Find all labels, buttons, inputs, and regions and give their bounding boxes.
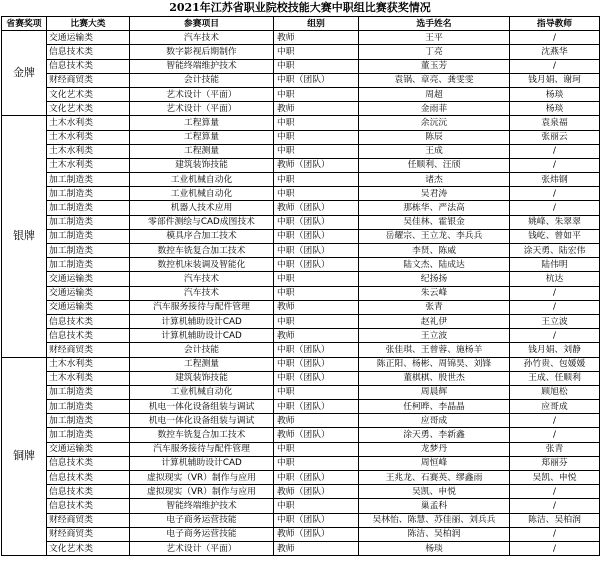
header-project: 参赛项目 <box>130 17 274 31</box>
contestants-cell: 涂天勇、李新鑫 <box>359 428 510 442</box>
table-row <box>2 400 600 414</box>
category-cell: 交通运输类 <box>47 272 130 286</box>
project-cell: 计算机辅助设计CAD <box>130 456 274 470</box>
category-cell: 加工制造类 <box>47 201 130 215</box>
instructor-cell: 张炜钢 <box>510 173 600 187</box>
table-row <box>2 371 600 385</box>
group-cell: 中职 <box>274 59 359 73</box>
table-row <box>2 73 600 87</box>
project-cell: 工业机械自动化 <box>130 173 274 187</box>
group-cell: 中职 <box>274 272 359 286</box>
contestants-cell: 陈正阳、杨彬、周锦昊、刘锋 <box>359 357 510 371</box>
instructor-cell: / <box>510 59 600 73</box>
instructor-cell: 王成、任顺利 <box>510 371 600 385</box>
project-cell: 工业机械自动化 <box>130 187 274 201</box>
instructor-cell: / <box>510 414 600 428</box>
group-cell: 中职 <box>274 456 359 470</box>
table-row <box>2 244 600 258</box>
table-row <box>2 300 600 314</box>
contestants-cell: 陈辰 <box>359 130 510 144</box>
table-row <box>2 187 600 201</box>
category-cell: 土木水利类 <box>47 130 130 144</box>
contestants-cell: 王成 <box>359 144 510 158</box>
project-cell: 建筑装饰技能 <box>130 371 274 385</box>
instructor-cell: 王立波 <box>510 314 600 328</box>
group-cell: 中职 <box>274 286 359 300</box>
category-cell: 土木水利类 <box>47 357 130 371</box>
category-cell: 土木水利类 <box>47 371 130 385</box>
contestants-cell: 王平 <box>359 31 510 45</box>
table-row <box>2 272 600 286</box>
table-row <box>2 102 600 116</box>
instructor-cell: 陆伟明 <box>510 258 600 272</box>
instructor-cell: 钱月娟、刘静 <box>510 343 600 357</box>
header-group: 组别 <box>274 17 359 31</box>
contestants-cell: 岳耀宗、王立龙、李兵兵 <box>359 229 510 243</box>
project-cell: 虚拟现实（VR）制作与应用 <box>130 471 274 485</box>
table-row <box>2 116 600 130</box>
category-cell: 交通运输类 <box>47 300 130 314</box>
instructor-cell: 袁泉福 <box>510 116 600 130</box>
project-cell: 数控车铣复合加工技术 <box>130 428 274 442</box>
instructor-cell: 陈洁、吴柏润 <box>510 513 600 527</box>
contestants-cell: 巢孟科 <box>359 499 510 513</box>
contestants-cell: 陈洁、吴柏润 <box>359 527 510 541</box>
contestants-cell: 那栋华、严法高 <box>359 201 510 215</box>
project-cell: 模具序合加工技术 <box>130 229 274 243</box>
group-cell: 中职（团队） <box>274 371 359 385</box>
table-row <box>2 201 600 215</box>
project-cell: 零部件测绘与CAD成图技术 <box>130 215 274 229</box>
category-cell: 信息技术类 <box>47 456 130 470</box>
group-cell: 教师（团队） <box>274 201 359 215</box>
project-cell: 会计技能 <box>130 343 274 357</box>
contestants-cell: 张佳琪、王曾蓉、施杨羊 <box>359 343 510 357</box>
instructor-cell: 孙竹贵、包媛媛 <box>510 357 600 371</box>
group-cell: 中职 <box>274 314 359 328</box>
group-cell: 教师 <box>274 414 359 428</box>
project-cell: 工业机械自动化 <box>130 385 274 399</box>
category-cell: 交通运输类 <box>47 286 130 300</box>
group-cell: 中职 <box>274 144 359 158</box>
header-contestants: 选手姓名 <box>359 17 510 31</box>
contestants-cell: 杨琰 <box>359 541 510 555</box>
page-title: 2021年江苏省职业院校技能大赛中职组比赛获奖情况 <box>169 1 431 14</box>
group-cell: 教师 <box>274 329 359 343</box>
instructor-cell: / <box>510 329 600 343</box>
project-cell: 数字影视后期制作 <box>130 45 274 59</box>
contestants-cell: 王兆龙、石赛英、缪鑫雨 <box>359 471 510 485</box>
instructor-cell: 钱月娟、谢珂 <box>510 73 600 87</box>
contestants-cell: 张青 <box>359 300 510 314</box>
contestants-cell: 袁锅、章亮、龚雯雯 <box>359 73 510 87</box>
category-cell: 加工制造类 <box>47 173 130 187</box>
group-cell: 中职（团队） <box>274 357 359 371</box>
project-cell: 工程测量 <box>130 144 274 158</box>
project-cell: 艺术设计（平面） <box>130 102 274 116</box>
project-cell: 数控车铣复合加工技术 <box>130 244 274 258</box>
award-cell: 金牌 <box>2 31 47 116</box>
category-cell: 交通运输类 <box>47 31 130 45</box>
table-row <box>2 442 600 456</box>
project-cell: 计算机辅助设计CAD <box>130 329 274 343</box>
contestants-cell: 吴君涛 <box>359 187 510 201</box>
category-cell: 信息技术类 <box>47 45 130 59</box>
project-cell: 数控机床装调及智能化 <box>130 258 274 272</box>
contestants-cell: 吴凯、申悦 <box>359 485 510 499</box>
table-row <box>2 499 600 513</box>
project-cell: 建筑装饰技能 <box>130 158 274 172</box>
project-cell: 计算机辅助设计CAD <box>130 314 274 328</box>
instructor-cell: / <box>510 527 600 541</box>
group-cell: 中职 <box>274 385 359 399</box>
group-cell: 中职（团队） <box>274 215 359 229</box>
category-cell: 加工制造类 <box>47 229 130 243</box>
instructor-cell: 沈燕华 <box>510 45 600 59</box>
table-row <box>2 471 600 485</box>
project-cell: 机电一体化设备组装与调试 <box>130 414 274 428</box>
instructor-cell: 钱屹、曾如平 <box>510 229 600 243</box>
project-cell: 机器人技术应用 <box>130 201 274 215</box>
contestants-cell: 吴林怡、陈慧、苏佳丽、刘兵兵 <box>359 513 510 527</box>
table-row <box>2 329 600 343</box>
instructor-cell: / <box>510 428 600 442</box>
project-cell: 工程算量 <box>130 130 274 144</box>
table-row <box>2 414 600 428</box>
table-row <box>2 45 600 59</box>
table-row <box>2 229 600 243</box>
table-row <box>2 130 600 144</box>
category-cell: 信息技术类 <box>47 59 130 73</box>
table-row <box>2 258 600 272</box>
header-category: 比赛大类 <box>47 17 130 31</box>
project-cell: 工程算量 <box>130 116 274 130</box>
group-cell: 中职 <box>274 45 359 59</box>
contestants-cell: 周晨辉 <box>359 385 510 399</box>
contestants-cell: 任柯晔、李晶晶 <box>359 400 510 414</box>
instructor-cell: 吴凯、申悦 <box>510 471 600 485</box>
category-cell: 文化艺术类 <box>47 102 130 116</box>
category-cell: 加工制造类 <box>47 258 130 272</box>
category-cell: 财经商贸类 <box>47 73 130 87</box>
category-cell: 加工制造类 <box>47 385 130 399</box>
contestants-cell: 丁亮 <box>359 45 510 59</box>
instructor-cell: / <box>510 144 600 158</box>
table-row <box>2 144 600 158</box>
table-body <box>2 31 600 556</box>
category-cell: 加工制造类 <box>47 400 130 414</box>
header-award: 省赛奖项 <box>2 17 47 31</box>
category-cell: 财经商贸类 <box>47 343 130 357</box>
instructor-cell: 郑丽芬 <box>510 456 600 470</box>
group-cell: 中职（团队） <box>274 471 359 485</box>
group-cell: 中职 <box>274 116 359 130</box>
instructor-cell: 杨琰 <box>510 87 600 101</box>
category-cell: 文化艺术类 <box>47 541 130 555</box>
instructor-cell: / <box>510 485 600 499</box>
category-cell: 文化艺术类 <box>47 87 130 101</box>
table-row <box>2 158 600 172</box>
table-row <box>2 357 600 371</box>
contestants-cell: 余沅沅 <box>359 116 510 130</box>
instructor-cell: 顾旭松 <box>510 385 600 399</box>
instructor-cell: / <box>510 201 600 215</box>
category-cell: 加工制造类 <box>47 414 130 428</box>
instructor-cell: / <box>510 300 600 314</box>
contestants-cell: 任顺利、汪颀 <box>359 158 510 172</box>
instructor-cell: 杨琰 <box>510 102 600 116</box>
contestants-cell: 周超 <box>359 87 510 101</box>
group-cell: 教师 <box>274 541 359 555</box>
group-cell: 中职 <box>274 187 359 201</box>
award-cell: 铜牌 <box>2 357 47 556</box>
group-cell: 教师（团队） <box>274 428 359 442</box>
group-cell: 教师（团队） <box>274 158 359 172</box>
group-cell: 中职 <box>274 130 359 144</box>
category-cell: 信息技术类 <box>47 329 130 343</box>
table-row <box>2 31 600 45</box>
project-cell: 电子商务运营技能 <box>130 513 274 527</box>
table-row <box>2 215 600 229</box>
table-row <box>2 485 600 499</box>
table-row <box>2 314 600 328</box>
contestants-cell: 朱云峰 <box>359 286 510 300</box>
group-cell: 中职（团队） <box>274 229 359 243</box>
category-cell: 信息技术类 <box>47 314 130 328</box>
project-cell: 汽车服务接待与配件管理 <box>130 300 274 314</box>
group-cell: 中职（团队） <box>274 343 359 357</box>
project-cell: 虚拟现实（VR）制作与应用 <box>130 485 274 499</box>
instructor-cell: 张青 <box>510 442 600 456</box>
group-cell: 教师 <box>274 31 359 45</box>
group-cell: 中职 <box>274 499 359 513</box>
category-cell: 加工制造类 <box>47 244 130 258</box>
instructor-cell: 涂天勇、陆宏伟 <box>510 244 600 258</box>
table-row <box>2 513 600 527</box>
group-cell: 中职（团队） <box>274 244 359 258</box>
project-cell: 汽车服务接待与配件管理 <box>130 442 274 456</box>
table-row <box>2 343 600 357</box>
header-instructor: 指导教师 <box>510 17 600 31</box>
contestants-cell: 董棋棋、殷世杰 <box>359 371 510 385</box>
category-cell: 加工制造类 <box>47 215 130 229</box>
instructor-cell: / <box>510 31 600 45</box>
instructor-cell: 应哥成 <box>510 400 600 414</box>
category-cell: 财经商贸类 <box>47 527 130 541</box>
table-row <box>2 59 600 73</box>
table-row <box>2 456 600 470</box>
category-cell: 土木水利类 <box>47 144 130 158</box>
table-row <box>2 527 600 541</box>
instructor-cell: / <box>510 499 600 513</box>
category-cell: 信息技术类 <box>47 471 130 485</box>
category-cell: 加工制造类 <box>47 428 130 442</box>
category-cell: 信息技术类 <box>47 499 130 513</box>
project-cell: 会计技能 <box>130 73 274 87</box>
project-cell: 机电一体化设备组装与调试 <box>130 400 274 414</box>
contestants-cell: 纪扬扬 <box>359 272 510 286</box>
table-row <box>2 541 600 555</box>
instructor-cell: 张丽云 <box>510 130 600 144</box>
category-cell: 财经商贸类 <box>47 513 130 527</box>
contestants-cell: 李贤、陈威 <box>359 244 510 258</box>
contestants-cell: 金雨菲 <box>359 102 510 116</box>
instructor-cell: 姚峰、朱翠翠 <box>510 215 600 229</box>
table-row <box>2 87 600 101</box>
project-cell: 汽车技术 <box>130 286 274 300</box>
group-cell: 中职 <box>274 173 359 187</box>
contestants-cell: 陆文杰、陆成达 <box>359 258 510 272</box>
contestants-cell: 王立波 <box>359 329 510 343</box>
contestants-cell: 赵礼伊 <box>359 314 510 328</box>
table-row <box>2 428 600 442</box>
table-row <box>2 173 600 187</box>
group-cell: 中职（团队） <box>274 513 359 527</box>
table-row <box>2 385 600 399</box>
group-cell: 中职（团队） <box>274 258 359 272</box>
group-cell: 教师（团队） <box>274 485 359 499</box>
contestants-cell: 周恒峰 <box>359 456 510 470</box>
group-cell: 中职 <box>274 87 359 101</box>
group-cell: 中职 <box>274 442 359 456</box>
category-cell: 交通运输类 <box>47 442 130 456</box>
group-cell: 教师 <box>274 102 359 116</box>
project-cell: 艺术设计（平面） <box>130 541 274 555</box>
contestants-cell: 诸杰 <box>359 173 510 187</box>
results-table <box>1 16 600 556</box>
award-cell: 银牌 <box>2 116 47 357</box>
category-cell: 土木水利类 <box>47 116 130 130</box>
instructor-cell: / <box>510 286 600 300</box>
category-cell: 信息技术类 <box>47 485 130 499</box>
project-cell: 工程测量 <box>130 357 274 371</box>
contestants-cell: 董玉芳 <box>359 59 510 73</box>
group-cell: 中职（团队） <box>274 73 359 87</box>
group-cell: 中职（团队） <box>274 400 359 414</box>
table-row <box>2 286 600 300</box>
contestants-cell: 龙梦丹 <box>359 442 510 456</box>
project-cell: 汽车技术 <box>130 272 274 286</box>
group-cell: 教师（团队） <box>274 527 359 541</box>
project-cell: 智能终端维护技术 <box>130 59 274 73</box>
group-cell: 教师 <box>274 300 359 314</box>
contestants-cell: 吴佳林、霍银金 <box>359 215 510 229</box>
project-cell: 智能终端维护技术 <box>130 499 274 513</box>
instructor-cell: 杭达 <box>510 272 600 286</box>
instructor-cell: / <box>510 541 600 555</box>
category-cell: 土木水利类 <box>47 158 130 172</box>
instructor-cell: / <box>510 158 600 172</box>
project-cell: 汽车技术 <box>130 31 274 45</box>
project-cell: 电子商务运营技能 <box>130 527 274 541</box>
header-row <box>2 17 600 31</box>
category-cell: 加工制造类 <box>47 187 130 201</box>
contestants-cell: 应哥成 <box>359 414 510 428</box>
project-cell: 艺术设计（平面） <box>130 87 274 101</box>
instructor-cell: / <box>510 187 600 201</box>
